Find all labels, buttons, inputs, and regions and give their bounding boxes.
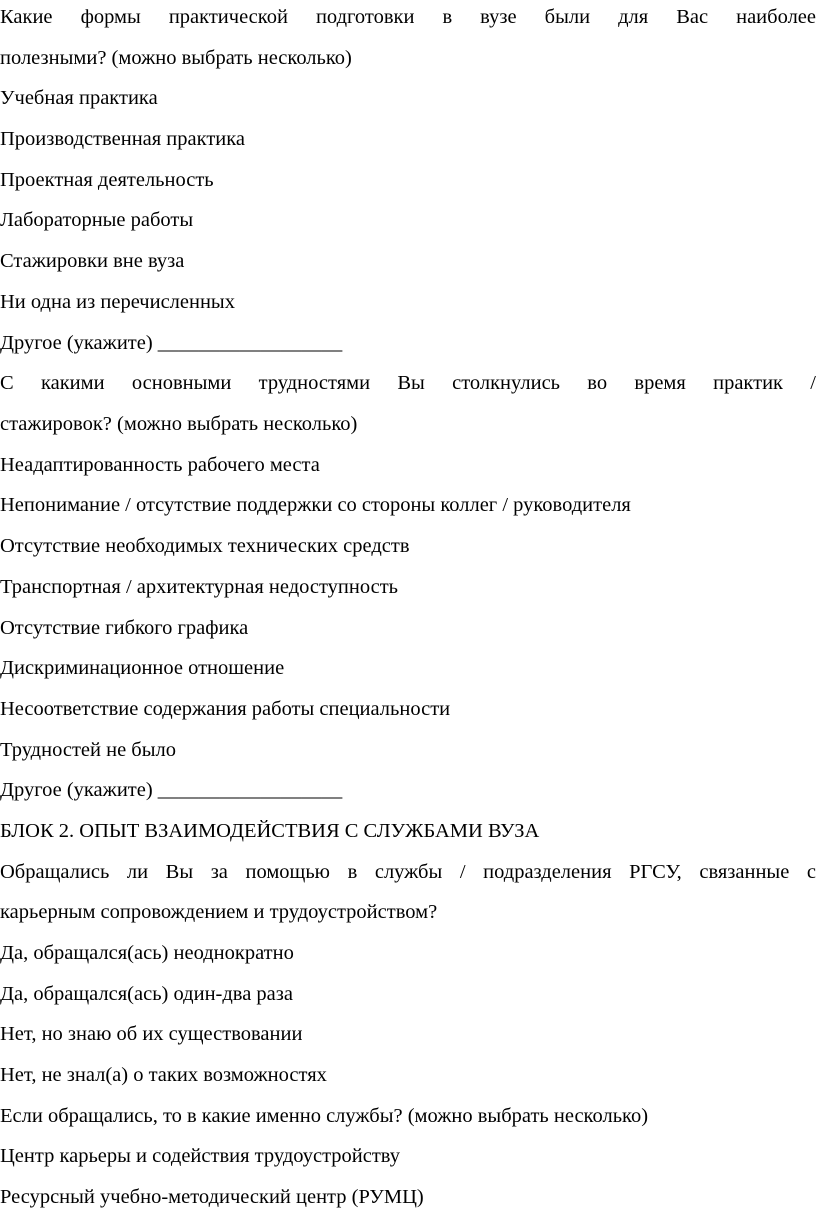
option-item: Стажировки вне вуза bbox=[0, 250, 185, 272]
section-heading: БЛОК 2. ОПЫТ ВЗАИМОДЕЙСТВИЯ С СЛУЖБАМИ ВУЗА bbox=[0, 820, 540, 842]
option-item: Да, обращался(ась) неоднократно bbox=[0, 942, 294, 964]
option-item: Отсутствие гибкого графика bbox=[0, 617, 249, 639]
option-item: Да, обращался(ась) один-два раза bbox=[0, 983, 293, 1005]
option-item: Неадаптированность рабочего места bbox=[0, 454, 320, 476]
option-item: Проектная деятельность bbox=[0, 169, 214, 191]
option-item: Трудностей не было bbox=[0, 739, 176, 761]
option-item: Производственная практика bbox=[0, 128, 245, 150]
option-item: Нет, но знаю об их существовании bbox=[0, 1023, 303, 1045]
question-1-text-line-1: Какие формы практической подготовки в вузе были для Вас наиболее bbox=[0, 6, 816, 28]
question-2-text-line-1: С какими основными трудностями Вы столкнулись во время практик / bbox=[0, 372, 816, 394]
option-item: Дискриминационное отношение bbox=[0, 657, 285, 679]
option-item: Нет, не знал(а) о таких возможностях bbox=[0, 1064, 327, 1086]
option-item: Учебная практика bbox=[0, 87, 158, 109]
option-item: Центр карьеры и содействия трудоустройству bbox=[0, 1145, 401, 1167]
question-3-text-line-1: Обращались ли Вы за помощью в службы / подразделения РГСУ, связанные с bbox=[0, 861, 816, 883]
question-4-text: Если обращались, то в какие именно службы? (можно выбрать несколько) bbox=[0, 1105, 649, 1127]
option-item: Ресурсный учебно-методический центр (РУМЦ) bbox=[0, 1186, 424, 1208]
question-1-text-line-2: полезными? (можно выбрать несколько) bbox=[0, 47, 352, 69]
option-item: Ни одна из перечисленных bbox=[0, 291, 235, 313]
option-item: Непонимание / отсутствие поддержки со стороны коллег / руководителя bbox=[0, 494, 631, 516]
option-item: Лабораторные работы bbox=[0, 209, 194, 231]
option-item: Транспортная / архитектурная недоступность bbox=[0, 576, 399, 598]
option-other-specify: Другое (укажите) __________________ bbox=[0, 332, 343, 354]
question-2-text-line-2: стажировок? (можно выбрать несколько) bbox=[0, 413, 358, 435]
question-3-text-line-2: карьерным сопровождением и трудоустройством? bbox=[0, 901, 438, 923]
option-item: Отсутствие необходимых технических средств bbox=[0, 535, 410, 557]
option-item: Несоответствие содержания работы специальности bbox=[0, 698, 451, 720]
option-other-specify: Другое (укажите) __________________ bbox=[0, 779, 343, 801]
